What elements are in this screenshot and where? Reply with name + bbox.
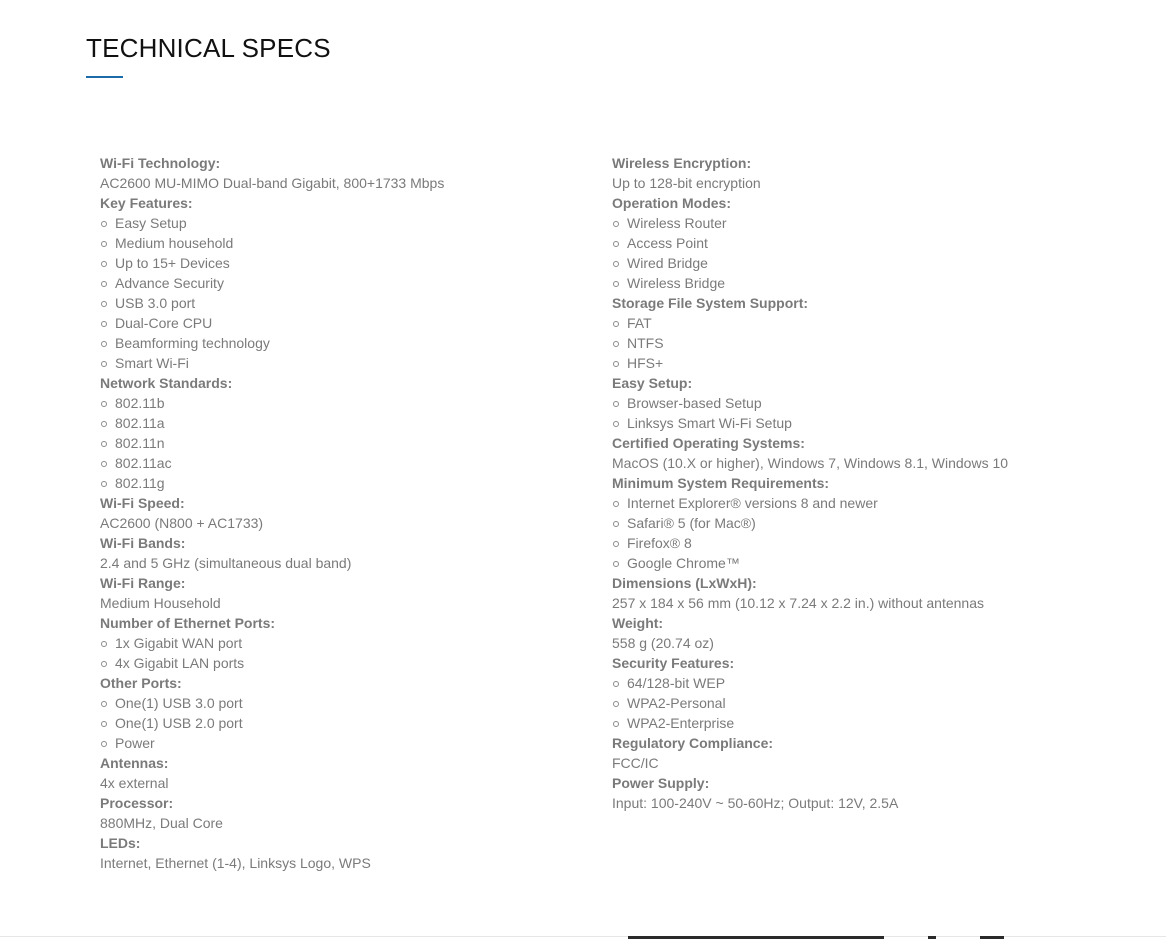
list-item [100,213,580,233]
list-item [100,293,580,313]
specs-left-column [100,153,580,873]
spec-label: Number of Ethernet Ports: [100,615,276,631]
list-item [100,253,580,273]
circle-bullet-icon [101,221,107,227]
spec-value: FCC/IC [612,755,659,771]
list-item-text: 4x Gigabit LAN ports [115,655,245,671]
circle-bullet-icon [613,501,619,507]
circle-bullet-icon [101,461,107,467]
list-item [612,273,1132,293]
circle-bullet-icon [101,361,107,367]
list-item [612,673,1132,693]
spec-label: Easy Setup: [612,375,693,391]
spec-label: Security Features: [612,655,735,671]
spec-label: Other Ports: [100,675,182,691]
spec-list [100,633,580,673]
list-item-text: USB 3.0 port [115,295,196,311]
specs-right-column [612,153,1132,813]
list-item-text: Google Chrome™ [627,555,740,571]
spec-label: Wi-Fi Range: [100,575,186,591]
spec-other-ports [100,673,580,753]
list-item-text: Power [115,735,155,751]
list-item-text: Dual-Core CPU [115,315,213,331]
list-item [612,553,1132,573]
list-item [100,653,580,673]
list-item [612,493,1132,513]
circle-bullet-icon [101,261,107,267]
spec-antennas [100,753,580,793]
list-item-text: Wireless Router [627,215,727,231]
circle-bullet-icon [613,521,619,527]
spec-list [612,213,1132,293]
list-item [100,473,580,493]
spec-list [100,393,580,493]
spec-weight [612,613,1132,653]
list-item [100,433,580,453]
list-item-text: 1x Gigabit WAN port [115,635,243,651]
spec-value: Medium Household [100,595,221,611]
spec-value: AC2600 (N800 + AC1733) [100,515,264,531]
spec-minimum-system-requirements [612,473,1132,573]
spec-label: Wi-Fi Bands: [100,535,186,551]
spec-label: Wi-Fi Speed: [100,495,185,511]
list-item [100,313,580,333]
spec-value: Input: 100-240V ~ 50-60Hz; Output: 12V, 2.5A [612,795,899,811]
circle-bullet-icon [101,661,107,667]
spec-number-of-ethernet-ports [100,613,580,673]
circle-bullet-icon [101,641,107,647]
spec-value: Up to 128-bit encryption [612,175,761,191]
spec-operation-modes [612,193,1132,293]
circle-bullet-icon [613,721,619,727]
spec-label: Certified Operating Systems: [612,435,805,451]
list-item [612,253,1132,273]
list-item-text: FAT [627,315,652,331]
list-item [612,713,1132,733]
spec-storage-file-system-support [612,293,1132,373]
circle-bullet-icon [101,341,107,347]
spec-value: 2.4 and 5 GHz (simultaneous dual band) [100,555,352,571]
spec-power-supply [612,773,1132,813]
list-item-text: Up to 15+ Devices [115,255,230,271]
spec-wi-fi-bands [100,533,580,573]
spec-label: Power Supply: [612,775,710,791]
list-item [100,353,580,373]
spec-regulatory-compliance [612,733,1132,773]
spec-list [612,393,1132,433]
list-item [612,333,1132,353]
list-item-text: Wireless Bridge [627,275,726,291]
spec-label: Operation Modes: [612,195,732,211]
list-item-text: HFS+ [627,355,664,371]
list-item-text: Linksys Smart Wi-Fi Setup [627,415,792,431]
list-item-text: Easy Setup [115,215,187,231]
circle-bullet-icon [101,301,107,307]
circle-bullet-icon [613,701,619,707]
circle-bullet-icon [613,561,619,567]
list-item [100,733,580,753]
spec-label: Antennas: [100,755,169,771]
spec-wi-fi-speed [100,493,580,533]
list-item-text: WPA2-Enterprise [627,715,735,731]
list-item-text: NTFS [627,335,664,351]
list-item-text: WPA2-Personal [627,695,726,711]
spec-value: MacOS (10.X or higher), Windows 7, Windows 8.1, Windows 10 [612,455,1009,471]
circle-bullet-icon [613,541,619,547]
spec-leds [100,833,580,873]
spec-label: LEDs: [100,835,141,851]
list-item-text: Advance Security [115,275,224,291]
spec-value: 4x external [100,775,169,791]
list-item-text: 802.11n [115,435,165,451]
list-item [612,693,1132,713]
spec-list [100,213,580,373]
list-item [612,413,1132,433]
list-item [612,353,1132,373]
spec-wi-fi-range [100,573,580,613]
list-item [612,533,1132,553]
spec-label: Weight: [612,615,664,631]
circle-bullet-icon [101,721,107,727]
list-item-text: One(1) USB 3.0 port [115,695,243,711]
spec-label: Storage File System Support: [612,295,809,311]
circle-bullet-icon [101,241,107,247]
list-item-text: Smart Wi-Fi [115,355,189,371]
spec-easy-setup [612,373,1132,433]
spec-list [612,493,1132,573]
list-item [100,453,580,473]
list-item [100,413,580,433]
list-item-text: Browser-based Setup [627,395,762,411]
spec-list [100,693,580,753]
list-item-text: Firefox® 8 [627,535,692,551]
list-item [612,393,1132,413]
spec-label: Regulatory Compliance: [612,735,774,751]
circle-bullet-icon [613,241,619,247]
circle-bullet-icon [101,441,107,447]
spec-value: 880MHz, Dual Core [100,815,223,831]
circle-bullet-icon [613,681,619,687]
spec-value: Internet, Ethernet (1-4), Linksys Logo, WPS [100,855,371,871]
list-item-text: Beamforming technology [115,335,270,351]
list-item [100,273,580,293]
spec-processor [100,793,580,833]
list-item [100,333,580,353]
circle-bullet-icon [101,421,107,427]
spec-label: Dimensions (LxWxH): [612,575,757,591]
spec-wireless-encryption [612,153,1132,193]
circle-bullet-icon [101,741,107,747]
circle-bullet-icon [613,401,619,407]
circle-bullet-icon [613,421,619,427]
spec-label: Network Standards: [100,375,233,391]
list-item [100,713,580,733]
circle-bullet-icon [101,401,107,407]
list-item [612,213,1132,233]
spec-dimensions-lxwxh [612,573,1132,613]
list-item [612,313,1132,333]
spec-certified-operating-systems [612,433,1132,473]
spec-label: Wireless Encryption: [612,155,752,171]
list-item [100,633,580,653]
list-item-text: Medium household [115,235,234,251]
circle-bullet-icon [613,361,619,367]
circle-bullet-icon [613,221,619,227]
circle-bullet-icon [613,321,619,327]
list-item-text: Access Point [627,235,708,251]
spec-key-features [100,193,580,373]
list-item-text: 802.11a [115,415,165,431]
spec-security-features [612,653,1132,733]
spec-network-standards [100,373,580,493]
list-item-text: Wired Bridge [627,255,708,271]
list-item [100,693,580,713]
list-item-text: 802.11g [115,475,165,491]
circle-bullet-icon [613,341,619,347]
page-title: TECHNICAL SPECS [86,33,331,63]
spec-value: 558 g (20.74 oz) [612,635,714,651]
circle-bullet-icon [101,321,107,327]
circle-bullet-icon [101,701,107,707]
circle-bullet-icon [101,481,107,487]
list-item [612,513,1132,533]
spec-list [612,673,1132,733]
spec-label: Processor: [100,795,174,811]
list-item-text: 802.11b [115,395,165,411]
spec-value: 257 x 184 x 56 mm (10.12 x 7.24 x 2.2 in.) without antennas [612,595,984,611]
list-item-text: 802.11ac [115,455,172,471]
spec-label: Wi-Fi Technology: [100,155,221,171]
spec-label: Key Features: [100,195,193,211]
list-item-text: 64/128-bit WEP [627,675,726,691]
list-item-text: Internet Explorer® versions 8 and newer [627,495,878,511]
title-underline [86,76,123,78]
spec-label: Minimum System Requirements: [612,475,830,491]
spec-list [612,313,1132,373]
list-item-text: One(1) USB 2.0 port [115,715,243,731]
spec-value: AC2600 MU-MIMO Dual-band Gigabit, 800+1733 Mbps [100,175,445,191]
list-item [100,233,580,253]
spec-wi-fi-technology [100,153,580,193]
list-item-text: Safari® 5 (for Mac®) [627,515,756,531]
list-item [612,233,1132,253]
circle-bullet-icon [101,281,107,287]
circle-bullet-icon [613,281,619,287]
list-item [100,393,580,413]
circle-bullet-icon [613,261,619,267]
